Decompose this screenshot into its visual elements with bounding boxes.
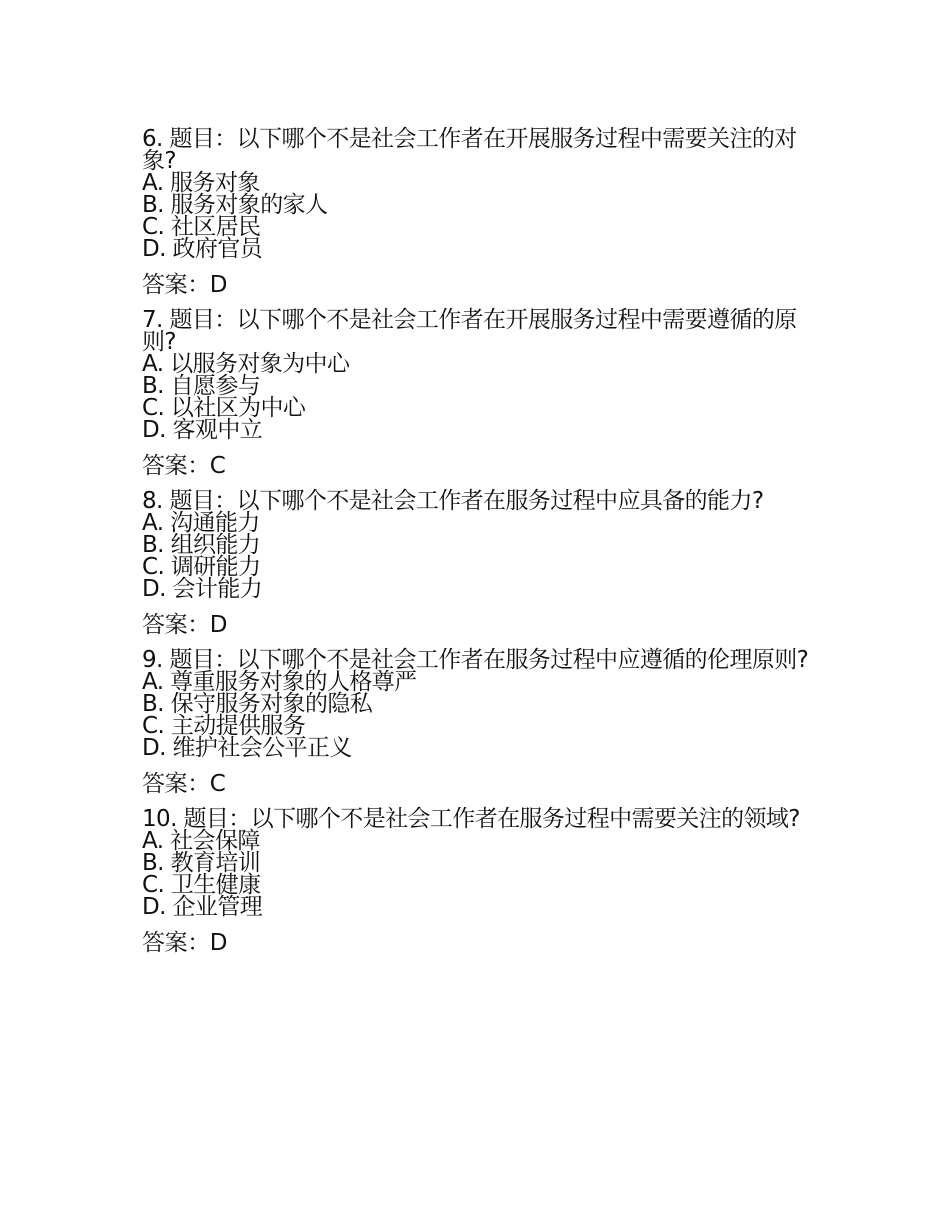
- option-c: C. 卫生健康: [142, 872, 261, 898]
- option-c: C. 以社区为中心: [142, 395, 306, 421]
- option-list: [142, 830, 812, 918]
- question-text: 7. 题目：以下哪个不是社会工作者在开展服务过程中需要遵循的原则?: [142, 307, 797, 355]
- question-block: [142, 808, 812, 956]
- option-a: A. 尊重服务对象的人格尊严: [142, 669, 417, 695]
- option-b: B. 教育培训: [142, 850, 261, 876]
- option-b: B. 保守服务对象的隐私: [142, 691, 373, 717]
- option-c: C. 社区居民: [142, 214, 261, 240]
- question-block: [142, 490, 812, 638]
- question-text: 10. 题目：以下哪个不是社会工作者在服务过程中需要关注的领域?: [142, 806, 800, 832]
- option-a: A. 服务对象: [142, 170, 260, 196]
- option-a: A. 以服务对象为中心: [142, 351, 350, 377]
- option-d: D. 客观中立: [142, 417, 263, 443]
- answer-text: 答案：D: [142, 612, 228, 638]
- question-block: [142, 309, 812, 479]
- answer-text: 答案：C: [142, 453, 226, 479]
- option-d: D. 维护社会公平正义: [142, 735, 352, 761]
- option-b: B. 服务对象的家人: [142, 192, 328, 218]
- option-d: D. 会计能力: [142, 576, 263, 602]
- option-a: A. 沟通能力: [142, 510, 260, 536]
- option-d: D. 企业管理: [142, 894, 263, 920]
- option-b: B. 自愿参与: [142, 373, 261, 399]
- question-text: 6. 题目：以下哪个不是社会工作者在开展服务过程中需要关注的对象?: [142, 126, 797, 174]
- question-block: [142, 649, 812, 797]
- question-text: 8. 题目：以下哪个不是社会工作者在服务过程中应具备的能力?: [142, 488, 764, 514]
- option-list: [142, 512, 812, 600]
- option-a: A. 社会保障: [142, 828, 260, 854]
- question-text: 9. 题目：以下哪个不是社会工作者在服务过程中应遵循的伦理原则?: [142, 647, 809, 673]
- document-page: [142, 128, 812, 967]
- option-c: C. 主动提供服务: [142, 713, 306, 739]
- option-list: [142, 172, 812, 260]
- answer-text: 答案：C: [142, 771, 226, 797]
- option-d: D. 政府官员: [142, 236, 263, 262]
- answer-text: 答案：D: [142, 930, 228, 956]
- option-list: [142, 671, 812, 759]
- option-c: C. 调研能力: [142, 554, 261, 580]
- question-block: [142, 128, 812, 298]
- answer-text: 答案：D: [142, 272, 228, 298]
- option-list: [142, 353, 812, 441]
- option-b: B. 组织能力: [142, 532, 261, 558]
